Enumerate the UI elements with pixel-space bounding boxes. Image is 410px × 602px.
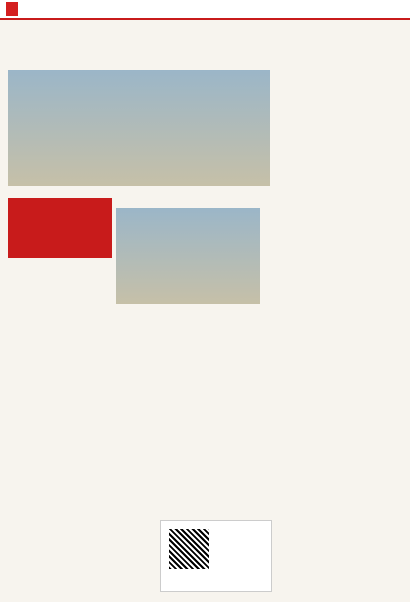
third-story <box>8 444 112 594</box>
section-tag <box>6 2 18 16</box>
third-story-text <box>8 468 112 588</box>
body-block-2 <box>116 262 186 562</box>
app-ad <box>160 520 272 592</box>
right-story-text <box>280 124 402 344</box>
lead-photo <box>8 70 270 186</box>
body-block-3 <box>190 262 260 562</box>
qr-code <box>169 529 209 569</box>
hotline-box <box>8 198 112 258</box>
second-story-text <box>280 362 402 582</box>
body-block-1 <box>8 262 112 332</box>
second-story <box>280 330 402 590</box>
top-bar <box>0 0 410 20</box>
